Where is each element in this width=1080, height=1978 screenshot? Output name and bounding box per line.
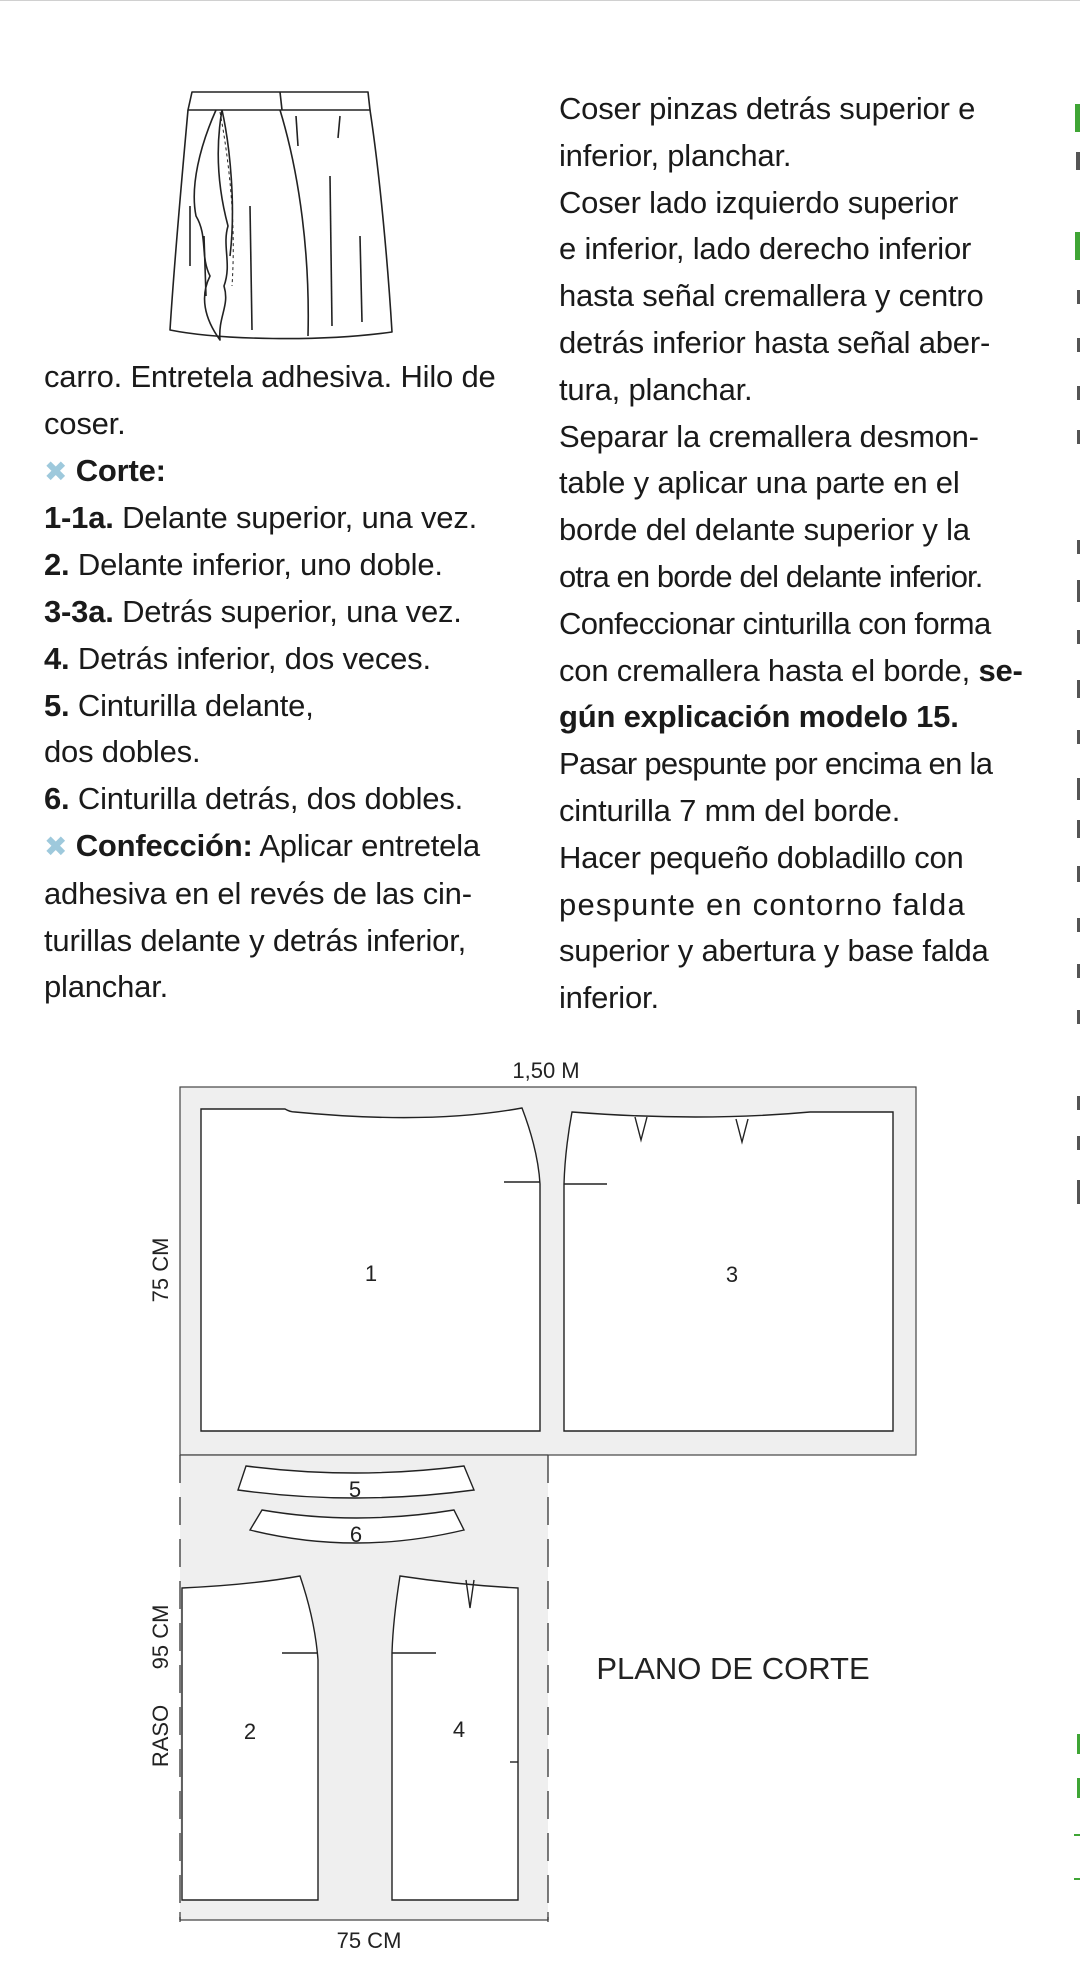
left-text-column xyxy=(44,354,524,1011)
confeccion-line-3: turillas delante y detrás inferior, xyxy=(44,922,467,958)
step-line: cinturilla 7 mm del borde. xyxy=(559,792,901,828)
cross-bullet-icon: ✖ xyxy=(44,830,68,862)
piece-label: 4 xyxy=(452,1717,466,1742)
step-line: Coser pinzas detrás superior e xyxy=(559,91,976,126)
confeccion-line-2: adhesiva en el revés de las cin- xyxy=(44,875,472,911)
corte-item-5: 5. Cinturilla delante, xyxy=(44,687,314,723)
cutting-layout-diagram xyxy=(0,1040,1080,1978)
piece-label: 6 xyxy=(349,1522,363,1547)
step-line: gún explicación modelo 15. xyxy=(559,699,959,735)
fabric-bottom-label: RASO xyxy=(148,1704,173,1768)
piece-label: 5 xyxy=(348,1477,362,1502)
step-line: Coser lado izquierdo superior xyxy=(559,184,959,220)
confeccion-line-4: planchar. xyxy=(44,969,169,1005)
step-line: inferior, planchar. xyxy=(559,137,792,173)
piece-label: 2 xyxy=(243,1719,257,1744)
step-line: borde del delante superior y la xyxy=(559,512,970,548)
step-line: hasta señal cremallera y centro xyxy=(559,278,984,314)
width-top-label: 1,50 M xyxy=(512,1058,580,1083)
step-line: pespunte en contorno falda xyxy=(559,886,966,922)
step-line: e inferior, lado derecho inferior xyxy=(559,231,972,267)
width-bottom-label: 75 CM xyxy=(336,1928,402,1953)
materials-text: carro. Entretela adhesiva. Hilo de coser. xyxy=(44,359,496,441)
confeccion-heading: ✖ Confección: Aplicar entretela xyxy=(44,827,480,863)
top-divider xyxy=(0,0,1080,1)
corte-item-6: 6. Cinturilla detrás, dos dobles. xyxy=(44,781,464,817)
step-line: otra en borde del delante inferior. xyxy=(559,558,983,594)
height-bottom-label: 95 CM xyxy=(148,1604,173,1670)
corte-item-1: 1-1a. Delante superior, una vez. xyxy=(44,500,478,536)
step-line: inferior. xyxy=(559,980,659,1016)
height-top-label: 75 CM xyxy=(148,1237,173,1303)
corte-item-5-cont: dos dobles. xyxy=(44,734,201,770)
step-line: tura, planchar. xyxy=(559,371,753,407)
step-line: Hacer pequeño dobladillo con xyxy=(559,839,964,875)
corte-item-3: 3-3a. Detrás superior, una vez. xyxy=(44,593,462,629)
corte-item-4: 4. Detrás inferior, dos veces. xyxy=(44,640,431,676)
cross-bullet-icon: ✖ xyxy=(44,455,68,487)
corte-item-2: 2. Delante inferior, uno doble. xyxy=(44,547,443,583)
step-line: Separar la cremallera desmon- xyxy=(559,418,979,454)
step-line: Pasar pespunte por encima en la xyxy=(559,746,993,782)
step-line: con cremallera hasta el borde, se- xyxy=(559,652,1023,688)
middle-text-column xyxy=(559,86,1037,1022)
piece-label: 1 xyxy=(364,1261,378,1286)
step-line: Confeccionar cinturilla con forma xyxy=(559,605,991,641)
cutting-plan-title: PLANO DE CORTE xyxy=(596,1651,870,1686)
skirt-illustration xyxy=(160,86,400,356)
step-line: superior y abertura y base falda xyxy=(559,933,989,969)
piece-label: 3 xyxy=(725,1262,739,1287)
corte-heading: ✖ Corte: xyxy=(44,452,166,488)
step-line: table y aplicar una parte en el xyxy=(559,465,960,501)
step-line: detrás inferior hasta señal aber- xyxy=(559,324,991,360)
